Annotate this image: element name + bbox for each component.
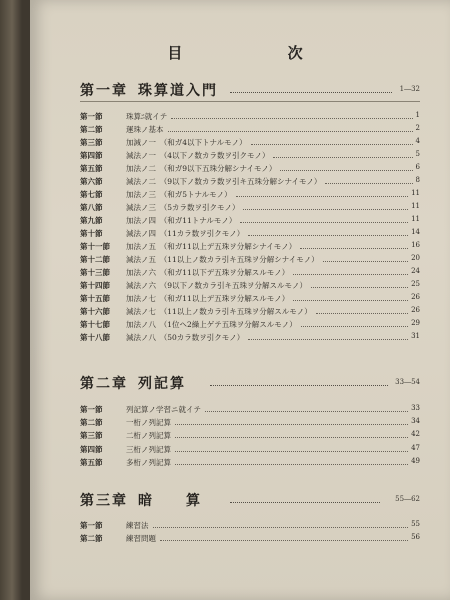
section-number: 第五節 <box>80 457 103 467</box>
section-title: 加法ノ二 （和ガ9以下五珠分解シナイモノ） <box>126 164 277 173</box>
toc-entry <box>80 254 420 266</box>
section-title: 練習問題 <box>126 534 156 543</box>
section-title: 加法ノ五 （和ガ11以上デ五珠ヲ分解シナイモノ） <box>126 242 297 251</box>
leader-dots <box>175 437 408 438</box>
section-number: 第二節 <box>80 418 103 428</box>
leader-dots <box>248 235 408 236</box>
leader-dots <box>168 131 413 132</box>
toc-entry <box>80 215 420 227</box>
section-number: 第十二節 <box>80 255 110 264</box>
leader-dots <box>175 424 408 425</box>
toc-entry <box>80 163 420 175</box>
section-number: 第七節 <box>80 190 103 199</box>
section-number: 第八節 <box>80 203 103 212</box>
section-title: 減法ノ三 （5カラ数ヲ引クモノ） <box>126 203 240 212</box>
section-title: 減法ノ八 （50カラ数ヲ引クモノ） <box>126 333 245 342</box>
section-page: 11 <box>411 215 420 223</box>
toc-entry <box>80 457 420 469</box>
section-page: 11 <box>411 202 420 210</box>
toc-entry <box>80 228 420 240</box>
toc-entry <box>80 111 420 123</box>
toc-entry <box>80 319 420 331</box>
section-title: 三桁ノ列記算 <box>126 444 171 454</box>
leader-dots <box>316 313 408 314</box>
section-page: 34 <box>411 417 420 426</box>
section-title: 減法ノ二 （9以下ノ数カラ数ヲ引キ五珠分解シナイモノ） <box>126 177 322 186</box>
leader-dots <box>293 274 408 275</box>
leader-dots <box>240 222 408 223</box>
toc-entry <box>80 189 420 201</box>
section-page: 33 <box>411 404 420 412</box>
section-number: 第十五節 <box>80 294 110 303</box>
leader-dots <box>175 464 408 465</box>
section-title: 加法ノ七 （和ガ11以上デ五珠ヲ分解スルモノ） <box>126 294 290 303</box>
leader-dots <box>311 287 408 288</box>
chapter-heading <box>80 80 420 102</box>
toc-entry <box>80 137 420 149</box>
chapter-pages: 1―32 <box>399 85 420 93</box>
toc-entry <box>80 533 420 545</box>
leader-dots <box>230 502 380 503</box>
section-page: 14 <box>411 228 420 236</box>
section-page: 26 <box>411 293 420 301</box>
section-number: 第四節 <box>80 151 103 160</box>
chapter-number: 第三章 <box>80 493 128 509</box>
leader-dots <box>243 209 408 210</box>
leader-dots <box>325 183 413 184</box>
section-page: 25 <box>411 280 420 288</box>
section-number: 第三節 <box>80 431 103 441</box>
leader-dots <box>205 411 408 412</box>
section-number: 第一節 <box>80 405 103 414</box>
section-title: 珠算ﾆ就イテ <box>126 112 168 121</box>
leader-dots <box>236 196 408 197</box>
section-number: 第六節 <box>80 177 103 186</box>
leader-dots <box>300 248 408 249</box>
leader-dots <box>175 451 408 452</box>
section-title: 減法ノ一 （4以下ノ数カラ数ヲ引クモノ） <box>126 151 270 160</box>
leader-dots <box>273 157 413 158</box>
toc-entry <box>80 520 420 532</box>
section-title: 加法ノ四 （和ガ11トナルモノ） <box>126 216 237 225</box>
section-page: 16 <box>411 241 420 249</box>
toc-entry <box>80 176 420 188</box>
page-title: 目 次 <box>167 44 353 62</box>
leader-dots <box>153 527 408 528</box>
section-number: 第九節 <box>80 216 103 225</box>
section-title: 減法ノ五 （11以上ノ数カラ引キ五珠ヲ分解シナイモノ） <box>126 255 319 264</box>
toc-entry <box>80 430 420 442</box>
section-title: 運珠ノ基本 <box>126 125 164 134</box>
section-number: 第三節 <box>80 138 103 147</box>
section-page: 24 <box>411 267 420 275</box>
section-page: 55 <box>411 520 420 528</box>
section-page: 4 <box>415 137 420 145</box>
section-number: 第十一節 <box>80 242 110 251</box>
chapter-title: 列記算 <box>138 376 186 392</box>
section-page: 1 <box>415 111 420 119</box>
chapter-title: 珠算道入門 <box>138 83 218 99</box>
leader-dots <box>293 300 408 301</box>
section-number: 第四節 <box>80 444 103 454</box>
section-page: 6 <box>415 163 420 171</box>
section-title: 減法ノ六 （9以下ノ数カラ引キ五珠ヲ分解スルモノ） <box>126 281 307 290</box>
leader-dots <box>280 170 413 171</box>
toc-entry <box>80 202 420 214</box>
section-page: 11 <box>411 189 420 197</box>
section-number: 第十六節 <box>80 307 110 316</box>
section-title: 加法ノ八 （1位ヘ2繰上ゲテ五珠ヲ分解スルモノ） <box>126 320 297 329</box>
chapter-rule <box>80 101 420 102</box>
section-title: 加法ノ六 （和ガ11以下デ五珠ヲ分解スルモノ） <box>126 268 290 277</box>
section-number: 第十節 <box>80 229 103 238</box>
leader-dots <box>248 339 408 340</box>
chapter-heading <box>80 373 420 395</box>
section-number: 第二節 <box>80 534 103 543</box>
toc-page <box>30 0 450 600</box>
section-title: 加減ノ一 （和ガ4以下トナルモノ） <box>126 138 247 147</box>
toc-entry <box>80 280 420 292</box>
leader-dots <box>171 118 413 119</box>
leader-dots <box>251 144 413 145</box>
toc-entry <box>80 241 420 253</box>
toc-entry <box>80 124 420 136</box>
section-title: 減法ノ四 （11カラ数ヲ引クモノ） <box>126 229 245 238</box>
section-page: 2 <box>415 124 420 132</box>
chapter-number: 第二章 <box>80 376 128 392</box>
section-title: 減法ノ七 （11以上ノ数カラ引キ五珠ヲ分解スルモノ） <box>126 307 312 316</box>
toc-entry <box>80 306 420 318</box>
leader-dots <box>230 92 392 93</box>
section-page: 29 <box>411 319 420 327</box>
section-number: 第五節 <box>80 164 103 173</box>
section-page: 8 <box>415 176 420 184</box>
toc-entry <box>80 444 420 456</box>
leader-dots <box>160 540 408 541</box>
section-page: 49 <box>411 456 420 465</box>
section-title: 列記算ノ学習ニ就イテ <box>126 405 201 414</box>
leader-dots <box>210 385 388 386</box>
chapter-title: 暗 算 <box>138 493 202 509</box>
toc-entry <box>80 404 420 416</box>
section-number: 第十七節 <box>80 320 110 329</box>
section-page: 31 <box>411 332 420 340</box>
section-number: 第十三節 <box>80 268 110 277</box>
section-title: 練習法 <box>126 521 149 530</box>
chapter-pages: 33―54 <box>395 378 420 386</box>
section-page: 5 <box>415 150 420 158</box>
section-title: 多桁ノ列記算 <box>126 457 171 467</box>
section-number: 第一節 <box>80 521 103 530</box>
section-number: 第一節 <box>80 112 103 121</box>
section-page: 42 <box>411 430 420 439</box>
chapter-heading <box>80 490 420 512</box>
chapter-pages: 55―62 <box>395 495 420 503</box>
section-number: 第十四節 <box>80 281 110 290</box>
section-page: 26 <box>411 306 420 314</box>
toc-entry <box>80 293 420 305</box>
leader-dots <box>301 326 408 327</box>
toc-entry <box>80 267 420 279</box>
section-title: 一桁ノ列記算 <box>126 418 171 428</box>
leader-dots <box>323 261 408 262</box>
chapter-number: 第一章 <box>80 83 128 99</box>
toc-entry <box>80 332 420 344</box>
section-number: 第十八節 <box>80 333 110 342</box>
section-number: 第二節 <box>80 125 103 134</box>
section-page: 20 <box>411 254 420 262</box>
section-title: 二桁ノ列記算 <box>126 431 171 441</box>
section-page: 56 <box>411 533 420 541</box>
section-page: 47 <box>411 443 420 452</box>
toc-entry <box>80 417 420 429</box>
section-title: 加法ノ三 （和ガ5トナルモノ） <box>126 190 232 199</box>
toc-entry <box>80 150 420 162</box>
